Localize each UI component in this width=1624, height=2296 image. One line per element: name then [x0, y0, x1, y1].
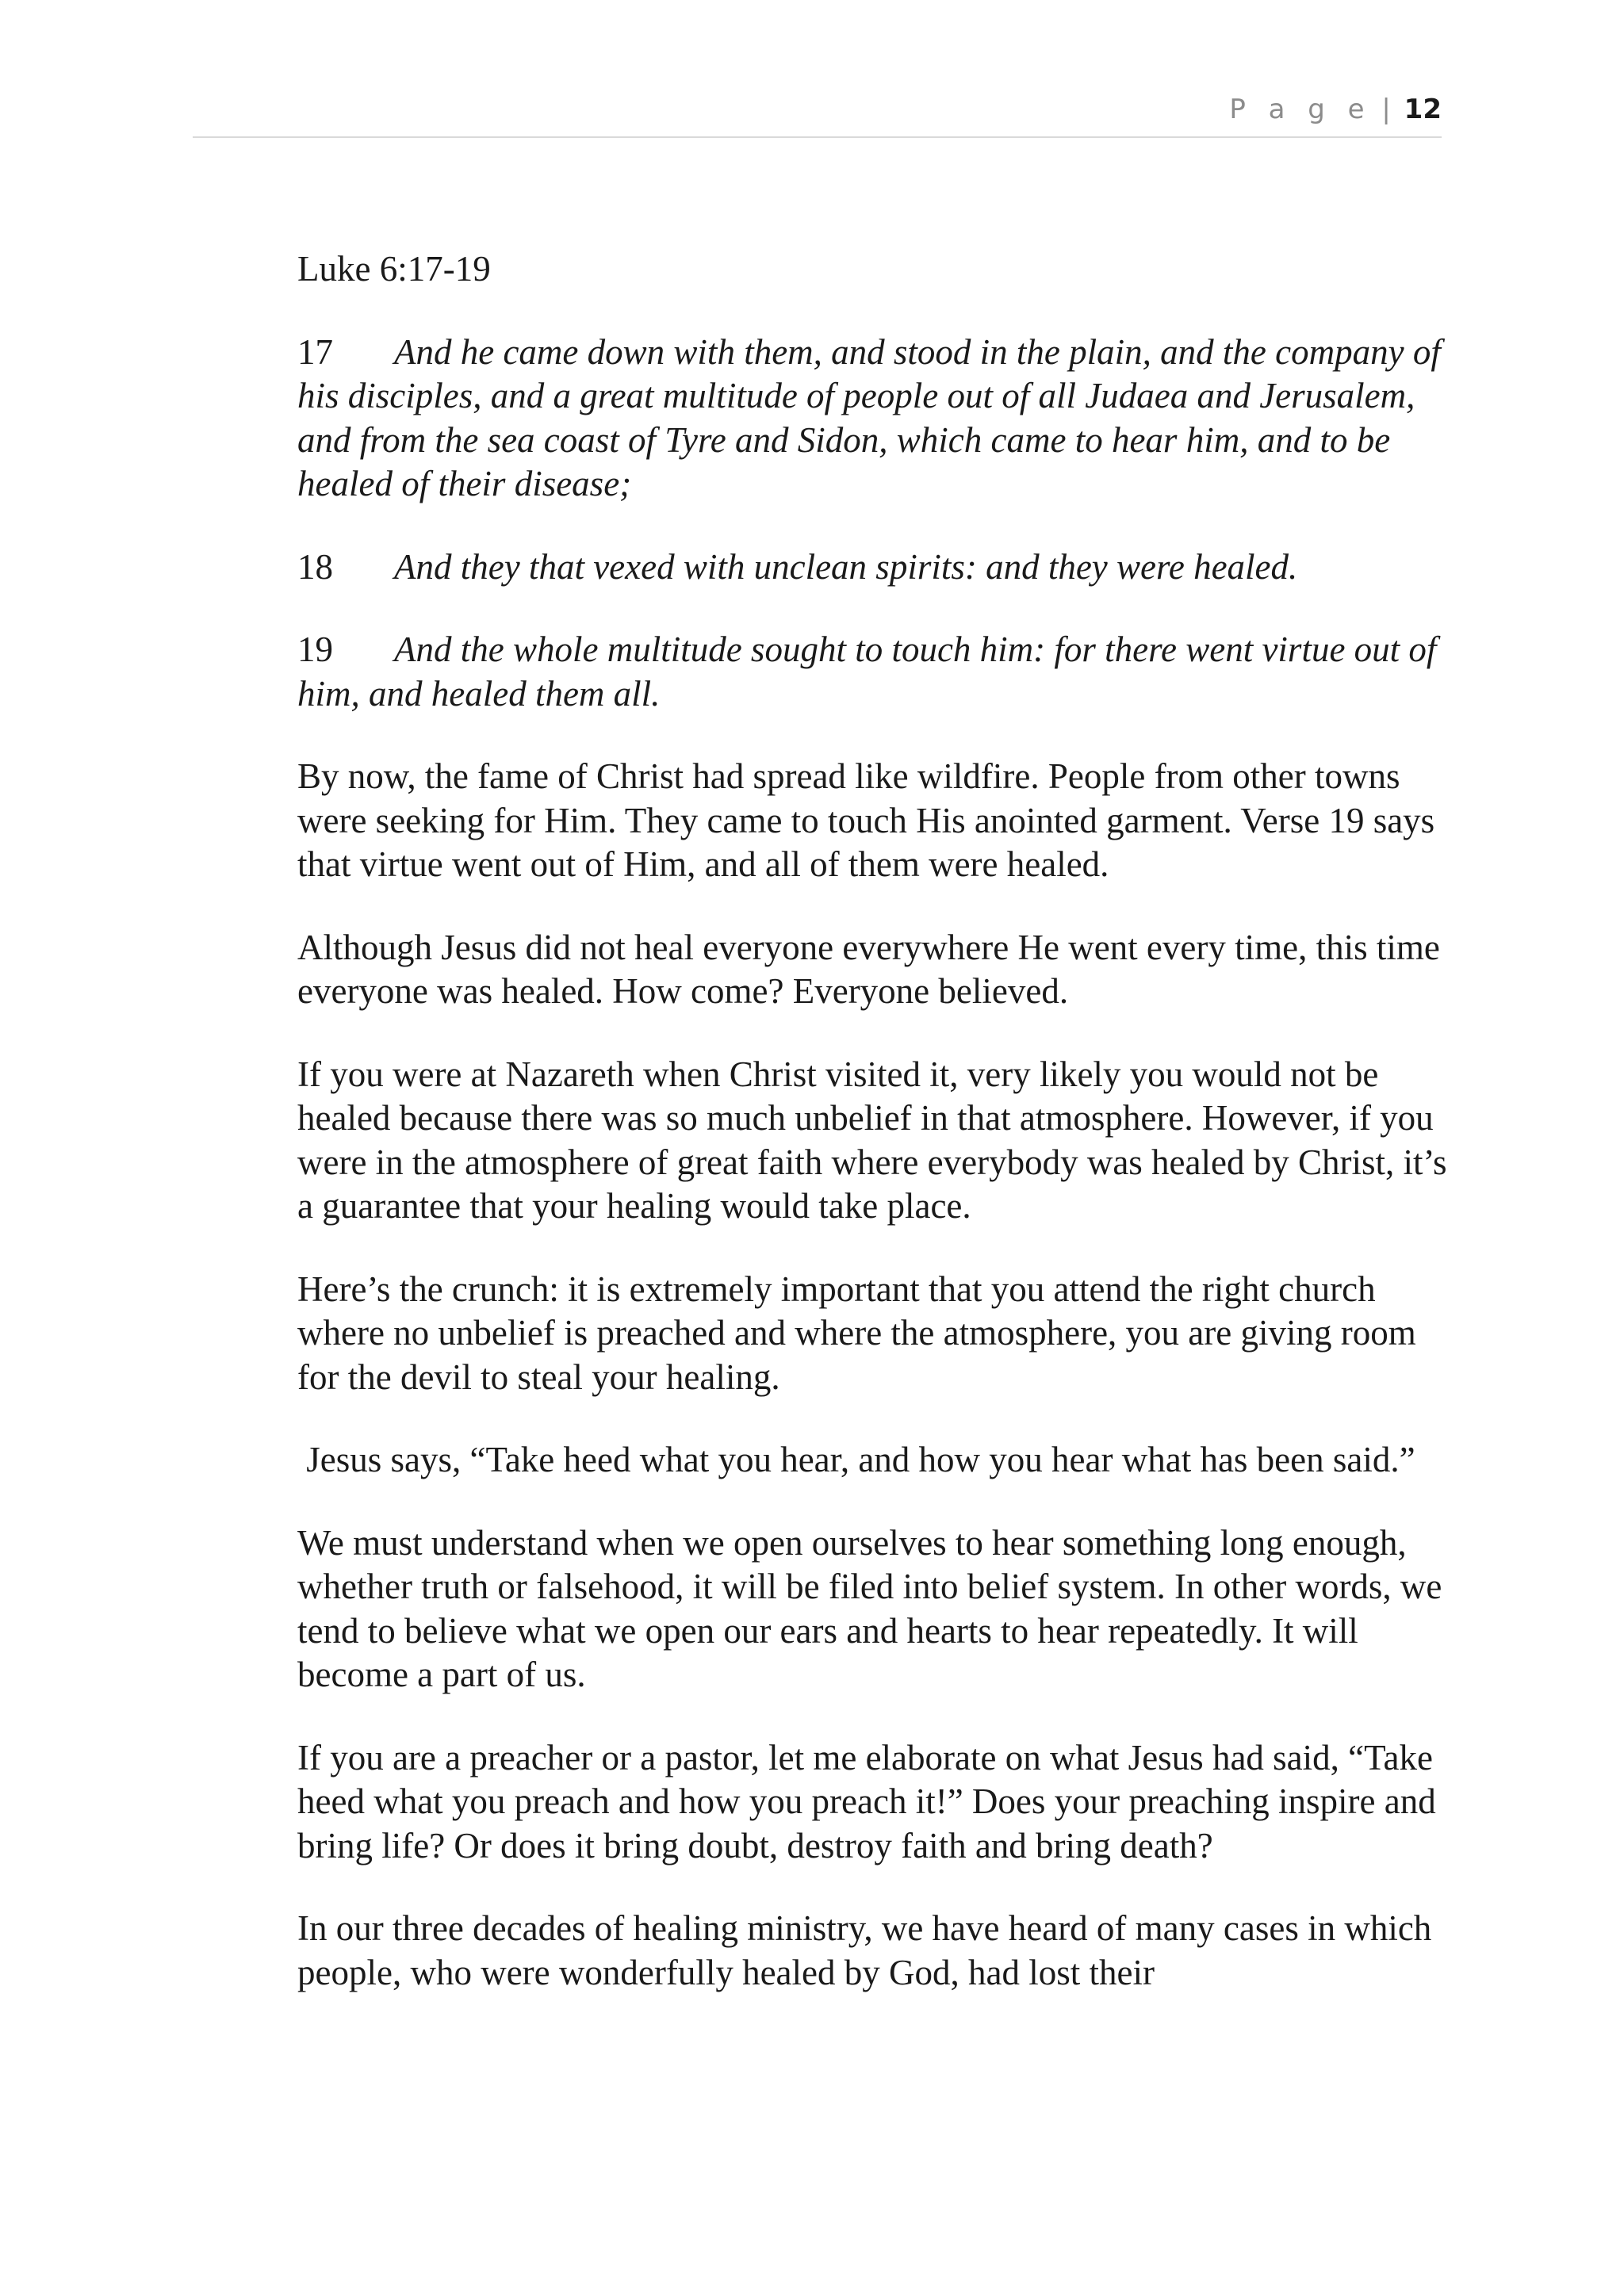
- verse-number: 18: [297, 546, 333, 587]
- verse-number: 17: [297, 331, 333, 372]
- verse-text: And they that vexed with unclean spirits: and they were healed.: [394, 546, 1298, 587]
- page-separator: |: [1381, 94, 1391, 125]
- verse-19: [297, 628, 1447, 716]
- page-number-label: [1229, 94, 1442, 125]
- verse-text: And he came down with them, and stood in the plain, and the company of his disciples, and a great multitude of people out of all Judaea and Jerusalem, and from the sea coast of Tyre and Sidon, which came to hear him, and to be healed of their disease;: [297, 331, 1441, 503]
- verse-text: And the whole multitude sought to touch him: for there went virtue out of him, and healed them all.: [297, 629, 1437, 714]
- verse-18: [297, 545, 1447, 590]
- body-paragraph-3: If you were at Nazareth when Christ visited it, very likely you would not be healed because there was so much unbelief in that atmosphere. However, if you were in the atmosphere of great faith where everybody was healed by Christ, it’s a guarantee that your healing would take place.: [297, 1054, 1447, 1226]
- body-paragraph-1: By now, the fame of Christ had spread like wildfire. People from other towns were seeking for Him. They came to touch His anointed garment. Verse 19 says that virtue went out of Him, and all of them were healed.: [297, 756, 1435, 884]
- body-paragraph-7: If you are a preacher or a pastor, let me elaborate on what Jesus had said, “Take heed what you preach and how you preach it!” Does your preaching inspire and bring life? Or does it bring doubt, destroy faith and bring death?: [297, 1737, 1436, 1866]
- body-paragraph-8: In our three decades of healing ministry, we have heard of many cases in which people, who were wonderfully healed by God, had lost their: [297, 1908, 1432, 1992]
- body-paragraph-4: Here’s the crunch: it is extremely important that you attend the right church where no unbelief is preached and where the atmosphere, you are giving room for the devil to steal your healing.: [297, 1269, 1416, 1397]
- page-label: P a g e: [1229, 94, 1372, 125]
- page-number: 12: [1404, 94, 1442, 125]
- page-header: [193, 94, 1442, 138]
- page-body: [297, 247, 1447, 2034]
- verse-number: 19: [297, 629, 333, 669]
- scripture-reference: Luke 6:17-19: [297, 249, 491, 289]
- body-paragraph-5: Jesus says, “Take heed what you hear, and how you hear what has been said.”: [297, 1440, 1415, 1479]
- body-paragraph-2: Although Jesus did not heal everyone everywhere He went every time, this time everyone was healed. How come? Everyone believed.: [297, 927, 1440, 1011]
- body-paragraph-6: We must understand when we open ourselves to hear something long enough, whether truth or falsehood, it will be filed into belief system. In other words, we tend to believe what we open our ears and hearts to hear repeatedly. It will become a part of us.: [297, 1522, 1442, 1694]
- verse-17: [297, 331, 1447, 507]
